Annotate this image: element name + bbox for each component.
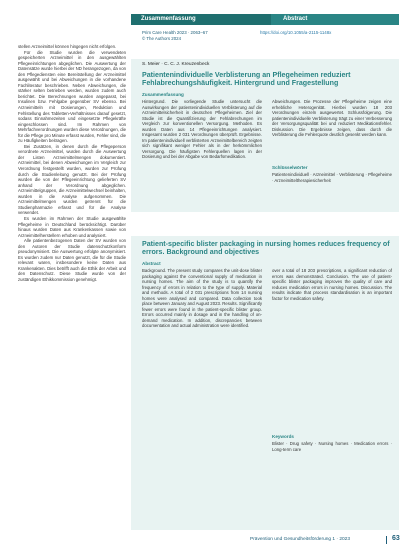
page-number: 63	[392, 535, 400, 542]
section-label-zusammenfassung: Zusammenfassung	[141, 16, 196, 22]
keywords-label-en: Keywords	[272, 434, 294, 439]
body-paragraph: stellen Arzneimittel können hingegen nicht erfolgen.	[18, 44, 117, 49]
footer-journal: Prävention und Gesundheitsförderung 1 · 2023	[250, 537, 351, 542]
article-meta	[142, 30, 398, 42]
doi-link[interactable]: https://doi.org/10.1055/a-2115-1148x	[260, 30, 332, 35]
body-text-column	[18, 44, 126, 283]
keywords-label-de: Schlüsselwörter	[272, 165, 308, 170]
body-paragraph: Alle patientenbezogenen Daten der SV wurden von den Autoren der Studie datenschutzkonform pseudonymisiert. Die Auswertung erfolgte anonymisiert. Es wurden zudem nur Daten genutzt, die für die Studie relevant waren, insbesondere keine Daten aus Krankenakten. Dies betrifft auch die Ethik der Arbeit und den Datenschutz. Diese Studie wurde von der zuständigen Ethikkommission genehmigt.	[18, 238, 126, 282]
abstract-en-col1: Background. The present study compares the unit-dose blister packaging against the conventional supply of medication in nursing homes. The aim of the study is to quantify the frequency of errors in relation to the type of supply. Material and methods. A total of 2 031 prescriptions from 14 nursing homes were analysed and compared. Data collection took place between January and August 2023. Results. Significantly fewer errors were found in the patient-specific blister group. Errors occurred mainly in dosage and in the handling of on-demand medication. In addition, discrepancies between documentation and actual administration were identified.	[142, 268, 262, 329]
abstract-label-en: Abstract	[142, 261, 161, 266]
copyright-line: © The Authors 2024	[142, 36, 182, 41]
keywords-en: Blister · Drug safety · Nursing homes · Medication errors · Long-term care	[272, 441, 392, 452]
authors: S. Meier · C. C. J. Kreuzenbeck	[142, 62, 210, 67]
body-paragraph: Bei Zusätzen, in denen durch die Pflegeperson verordnete Arzneimittel, wurden durch die Auswertung der Listen Arzneimittelmengen dokumentiert. Arzneimittel, bei denen Abweichungen im Vergleich zur Verordnung festgestellt wurden, wurden zur Prüfung durch die Studienleitung genutzt. Bei der Prüfung wurden die von der Pflegeeinrichtung gelieferten SV anhand der Verordnung abgeglichen. Arzneimittelgruppen, die Arzneimittelwechsel beinhalten, wurden in die Analyse aufgenommen. Die Arzneimittelmengen wurden getrennt für die Studienpharmazie erfasst und für die Analyse verwendet.	[18, 143, 126, 216]
keywords-de: Patientenindividuell · Arzneimittel · Verblisterung · Pflegeheime · Arzneimitteltherapiesicherheit	[272, 172, 392, 183]
footer-divider	[386, 536, 387, 544]
abstract-en-col2: over a total of 18 203 prescriptions, a significant reduction of errors was demonstrated. Conclusion. The use of patient-specific blister packaging improves the quality of care and reduces medication errors in nursing homes. Discussion. The results indicate that process standardisation is an important factor for medication safety.	[272, 268, 392, 301]
abstract-label-de: Zusammenfassung	[142, 92, 184, 97]
article-title-de: Patientenindividuelle Verblisterung an Pflegeheimen reduziert Fehlabrechungshäufigkeit. Hintergrund und Fragestellung	[142, 71, 351, 88]
body-paragraph: Für die Studie wurden die verwendeten gespeicherten Arzneimittel in den ausgewählten Pflegeeinrichtungen abgeglichen. Die Auswertung der Datensätze wurde hierbei der ND herangezogen, da von den Pflegediensten eine Bereitstellung der Arzneimittel ausgewählt und bei Abweichungen in die vorhandene Fachliteratur beschrieben. Neben Abweichungen, die stärker selten betrieben werden, wurden zudem auch berichtet. Die Berechnungen wurden angepasst, bei Insulinen bzw. Fehlgabe gegenüber SV ebenso. Bei Arzneimitteln mit Dosierungen, Reduktion und Fehlstellung des Tabletten-Verhältnisses darauf gesetzt, sodass Einnahmezeiten und eingesetzte Pflegekräfte eingeschlossen sind. Im Rahmen von Mehrfachverordnungen wurden diese Verordnungen, die für die Pflege pro Minute erfasst wurden, Fehler sind, die zu Häufigkeiten beitragen.	[18, 49, 126, 144]
body-paragraph: Es wurden im Rahmen der Studie ausgewählte Pflegeheime in Deutschland berücksichtigt. Darüber hinaus wurden Daten aus Krankenkassen sowie von Arzneimittelherstellern erhoben und analysiert.	[18, 215, 126, 238]
abstract-de-col1: Hintergrund. Die vorliegende Studie untersucht die Auswirkungen der patientenindividuellen Verblisterung auf die Arzneimittelsicherheit in deutschen Pflegeheimen. Ziel der Studie ist die Quantifizierung der Fehlabrechungen im Vergleich zur konventionellen Versorgung. Methoden. Es wurden Daten aus 14 Pflegeeinrichtungen analysiert. Insgesamt wurden 2 031 Verordnungen überprüft. Ergebnisse. Im patientenindividuell verblisterten Arzneimittelbereich zeigten sich signifikant weniger Fehler als in der herkömmlichen Versorgung. Die häufigsten Fehlerquellen lagen in der Dosierung und bei der Abgabe von Bedarfsmedikation.	[142, 99, 262, 160]
article-title-en: Patient-specific blister packaging in nursing homes reduces frequency of errors. Background and objectives	[142, 240, 390, 257]
abstract-de-col2: Abweichungen. Die Prozesse der Pflegeheime zeigen eine erhebliche Heterogenität. Hierbei wurden 18 203 Verordnungen einzeln ausgewertet. Schlussfolgerung. Die patientenindividuelle Verblisterung trägt zu einer Verbesserung der Versorgungsqualität bei und reduziert Medikationsfehler. Diskussion. Die Ergebnisse zeigen, dass durch die Verblisterung die Fehlerquote deutlich gesenkt werden kann.	[272, 99, 392, 138]
section-label-abstract: Abstract	[271, 14, 399, 25]
journal-citation: Prim Care Health 2023 · 2063–67	[142, 30, 208, 35]
